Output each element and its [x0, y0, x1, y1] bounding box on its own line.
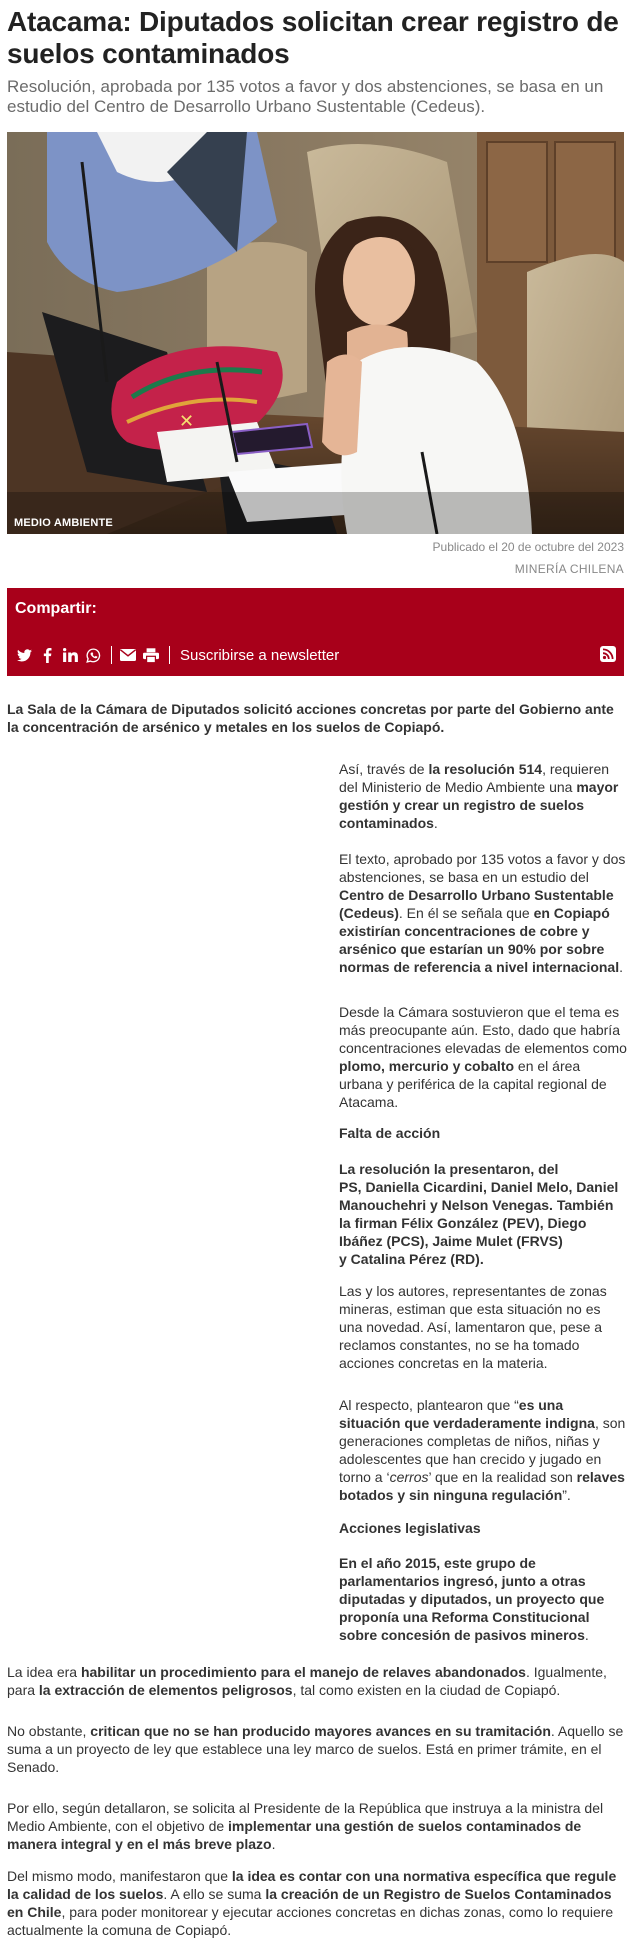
linkedin-icon[interactable] [61, 646, 79, 664]
paragraph-4: La resolución la presentaron, del PS, Daniella Cicardini, Daniel Melo, Daniel Manouchehri y Nelson Venegas. También la firman Félix González (PEV), Diego Ibáñez (PCS), Jaime Mulet (FRVS) y Catalina Pérez (RD). [339, 1161, 619, 1267]
paragraph-7: En el año 2015, este grupo de parlamentarios ingresó, junto a otras diputadas y diputados, un proyecto que proponía una Reforma Constitucional sobre concesión de pasivos mineros. [339, 1555, 605, 1643]
article-headline: Atacama: Diputados solicitan crear registro de suelos contaminados [7, 6, 619, 69]
article-lead: La Sala de la Cámara de Diputados solicitó acciones concretas por parte del Gobierno ante la concentración de arsénico y metales en los suelos de Copiapó. [7, 701, 614, 735]
share-box [7, 588, 624, 676]
category-badge[interactable]: MEDIO AMBIENTE [14, 517, 113, 529]
hero-photo-illustration [7, 132, 624, 534]
article-subhead: Resolución, aprobada por 135 votos a favor y dos abstenciones, se basa en un estudio del Centro de Desarrollo Urbano Sustentable (Cedeus). [7, 77, 604, 116]
subheading-falta-de-accion: Falta de acción [339, 1125, 441, 1141]
paragraph-10: Por ello, según detallaron, se solicita al Presidente de la República que instruya a la ministra del Medio Ambiente, con el objetivo de implementar una gestión de suelos contaminados de manera integral y en el más breve plazo. [7, 1800, 604, 1852]
share-separator [111, 646, 112, 664]
rss-icon[interactable] [600, 646, 616, 662]
svg-text:✕: ✕ [179, 411, 195, 432]
hero-photo [7, 132, 624, 534]
article-source[interactable]: MINERÍA CHILENA [514, 562, 624, 576]
whatsapp-icon[interactable] [84, 646, 102, 664]
paragraph-5: Las y los autores, representantes de zonas mineras, estiman que esta situación no es una novedad. Así, lamentaron que, pese a reclamos constantes, no se ha tomado acciones concretas en la materia. [339, 1283, 607, 1371]
email-icon[interactable] [119, 646, 137, 664]
facebook-icon[interactable] [38, 646, 56, 664]
paragraph-11: Del mismo modo, manifestaron que la idea es contar con una normativa específica que regule la calidad de los suelos. A ello se suma la creación de un Registro de Suelos Contaminados en Chile, para poder monitorear y ejecutar acciones concretas en dichas zonas, como lo requiere actualmente la comuna de Copiapó. [7, 1868, 617, 1938]
paragraph-6: Al respecto, plantearon que “es una situación que verdaderamente indigna, son generaciones completas de niños, niñas y adolescentes que han crecido y jugado en torno a ‘cerros’ que en la realidad son relaves botados y sin ninguna regulación”. [339, 1397, 626, 1503]
print-icon[interactable] [142, 646, 160, 664]
paragraph-1: Así, través de la resolución 514, requieren del Ministerio de Medio Ambiente una mayor gestión y crear un registro de suelos contaminados. [339, 761, 619, 831]
paragraph-8: La idea era habilitar un procedimiento para el manejo de relaves abandonados. Igualmente, para la extracción de elementos peligrosos, tal como existen en la ciudad de Copiapó. [7, 1664, 607, 1698]
subheading-acciones-legislativas: Acciones legislativas [339, 1520, 481, 1536]
newsletter-link[interactable]: Suscribirse a newsletter [180, 646, 340, 664]
paragraph-3: Desde la Cámara sostuvieron que el tema es más preocupante aún. Esto, dado que habría concentraciones elevadas de elementos como plomo, mercurio y cobalto en el área urbana y periférica de la capital regional de Atacama. [339, 1004, 627, 1110]
twitter-icon[interactable] [15, 646, 33, 664]
share-separator [169, 646, 170, 664]
paragraph-9: No obstante, critican que no se han producido mayores avances en su tramitación. Aquello se suma a un proyecto de ley que establece una ley marco de suelos. Está en primer trámite, en el Senado. [7, 1723, 624, 1775]
share-row [15, 645, 339, 665]
publish-date: Publicado el 20 de octubre del 2023 [432, 540, 624, 554]
paragraph-2: El texto, aprobado por 135 votos a favor y dos abstenciones, se basa en un estudio del Centro de Desarrollo Urbano Sustentable (Cedeus). En él se señala que en Copiapó existirían concentraciones de cobre y arsénico que estarían un 90% por sobre normas de referencia a nivel internacional. [339, 851, 626, 975]
share-title: Compartir: [15, 600, 97, 617]
